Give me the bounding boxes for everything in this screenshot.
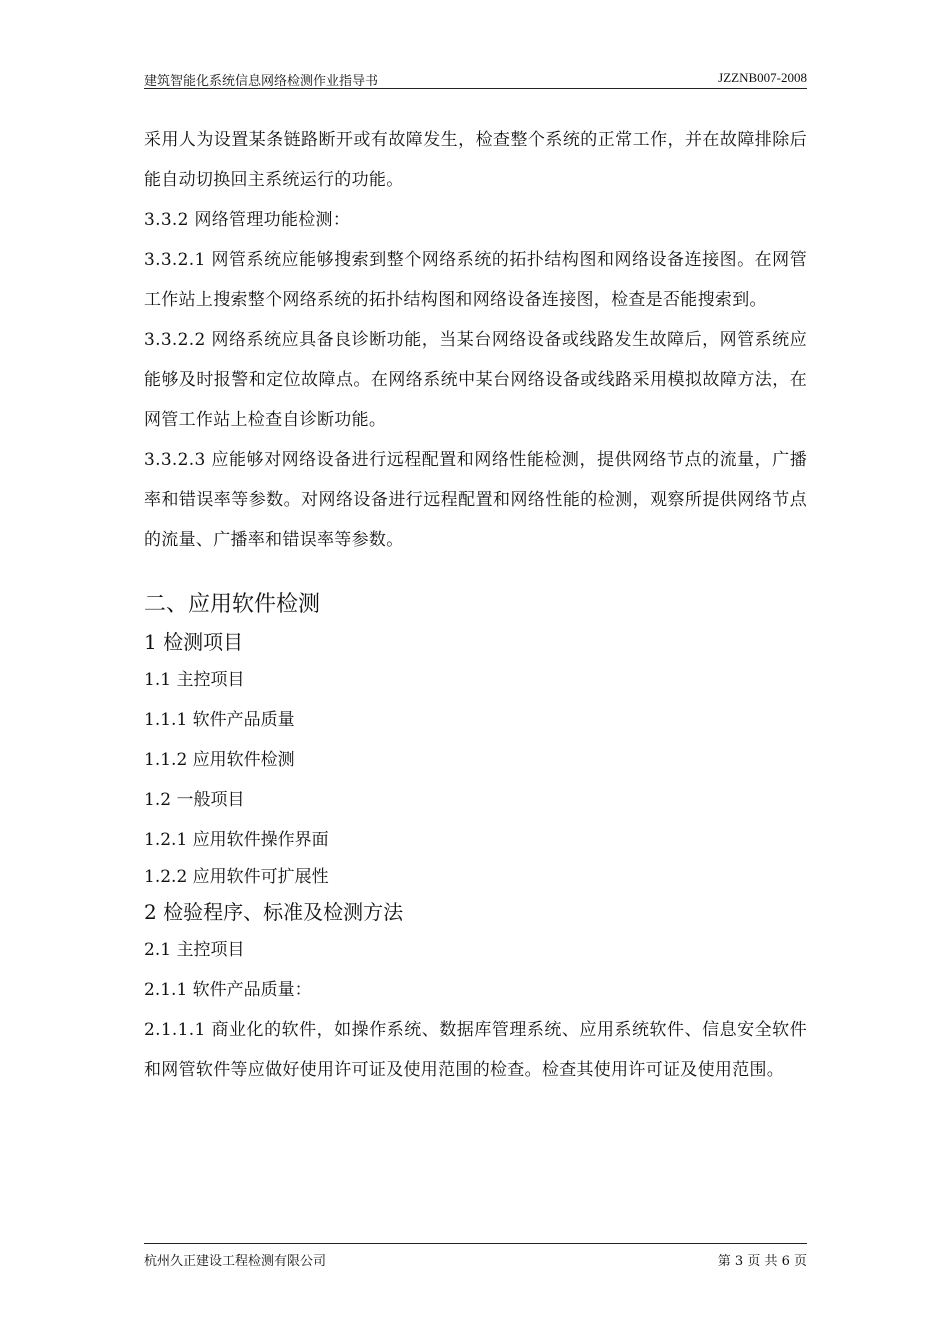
header-divider	[144, 88, 807, 89]
item-1-2-1: 1.2.1 应用软件操作界面	[144, 830, 329, 850]
paragraph-3-3-2-1: 3.3.2.1 网管系统应能够搜索到整个网络系统的拓扑结构图和网络设备连接图。在网管工作站上搜索整个网络系统的拓扑结构图和网络设备连接图，检查是否能搜索到。	[144, 250, 807, 310]
document-title: 建筑智能化系统信息网络检测作业指导书	[144, 74, 379, 89]
page-content	[144, 120, 807, 1090]
item-1-2: 1.2 一般项目	[144, 790, 245, 810]
paragraph-3-3-2-2: 3.3.2.2 网络系统应具备良诊断功能，当某台网络设备或线路发生故障后，网管系统应能够及时报警和定位故障点。在网络系统中某台网络设备或线路采用模拟故障方法，在网管工作站上检查自诊断功能。	[144, 330, 807, 430]
paragraph-3-3-2-3: 3.3.2.3 应能够对网络设备进行远程配置和网络性能检测，提供网络节点的流量，广播率和错误率等参数。对网络设备进行远程配置和网络性能的检测，观察所提供网络节点的流量、广播率和错误率等参数。	[144, 450, 807, 550]
item-2-1-1: 2.1.1 软件产品质量：	[144, 980, 312, 1000]
item-2-1: 2.1 主控项目	[144, 940, 245, 960]
page-footer	[144, 1250, 807, 1270]
heading-3-3-2: 3.3.2 网络管理功能检测：	[144, 210, 351, 230]
item-1-1: 1.1 主控项目	[144, 670, 245, 690]
heading-2-procedures: 2 检验程序、标准及检测方法	[144, 900, 404, 924]
document-code: JZZNB007-2008	[718, 70, 807, 85]
footer-divider	[144, 1243, 807, 1244]
company-name: 杭州久正建设工程检测有限公司	[144, 1254, 327, 1269]
page-number: 第 3 页 共 6 页	[717, 1254, 807, 1269]
paragraph-2-1-1-1: 2.1.1.1 商业化的软件，如操作系统、数据库管理系统、应用系统软件、信息安全软件和网管软件等应做好使用许可证及使用范围的检查。检查其使用许可证及使用范围。	[144, 1020, 807, 1080]
item-1-1-2: 1.1.2 应用软件检测	[144, 750, 295, 770]
item-1-2-2: 1.2.2 应用软件可扩展性	[144, 867, 329, 887]
section-heading-application-software: 二、应用软件检测	[144, 592, 321, 617]
paragraph-failover: 采用人为设置某条链路断开或有故障发生，检查整个系统的正常工作，并在故障排除后能自动切换回主系统运行的功能。	[144, 130, 807, 190]
page-header	[144, 68, 807, 90]
item-1-1-1: 1.1.1 软件产品质量	[144, 710, 295, 730]
heading-1-inspection-items: 1 检测项目	[144, 630, 244, 654]
